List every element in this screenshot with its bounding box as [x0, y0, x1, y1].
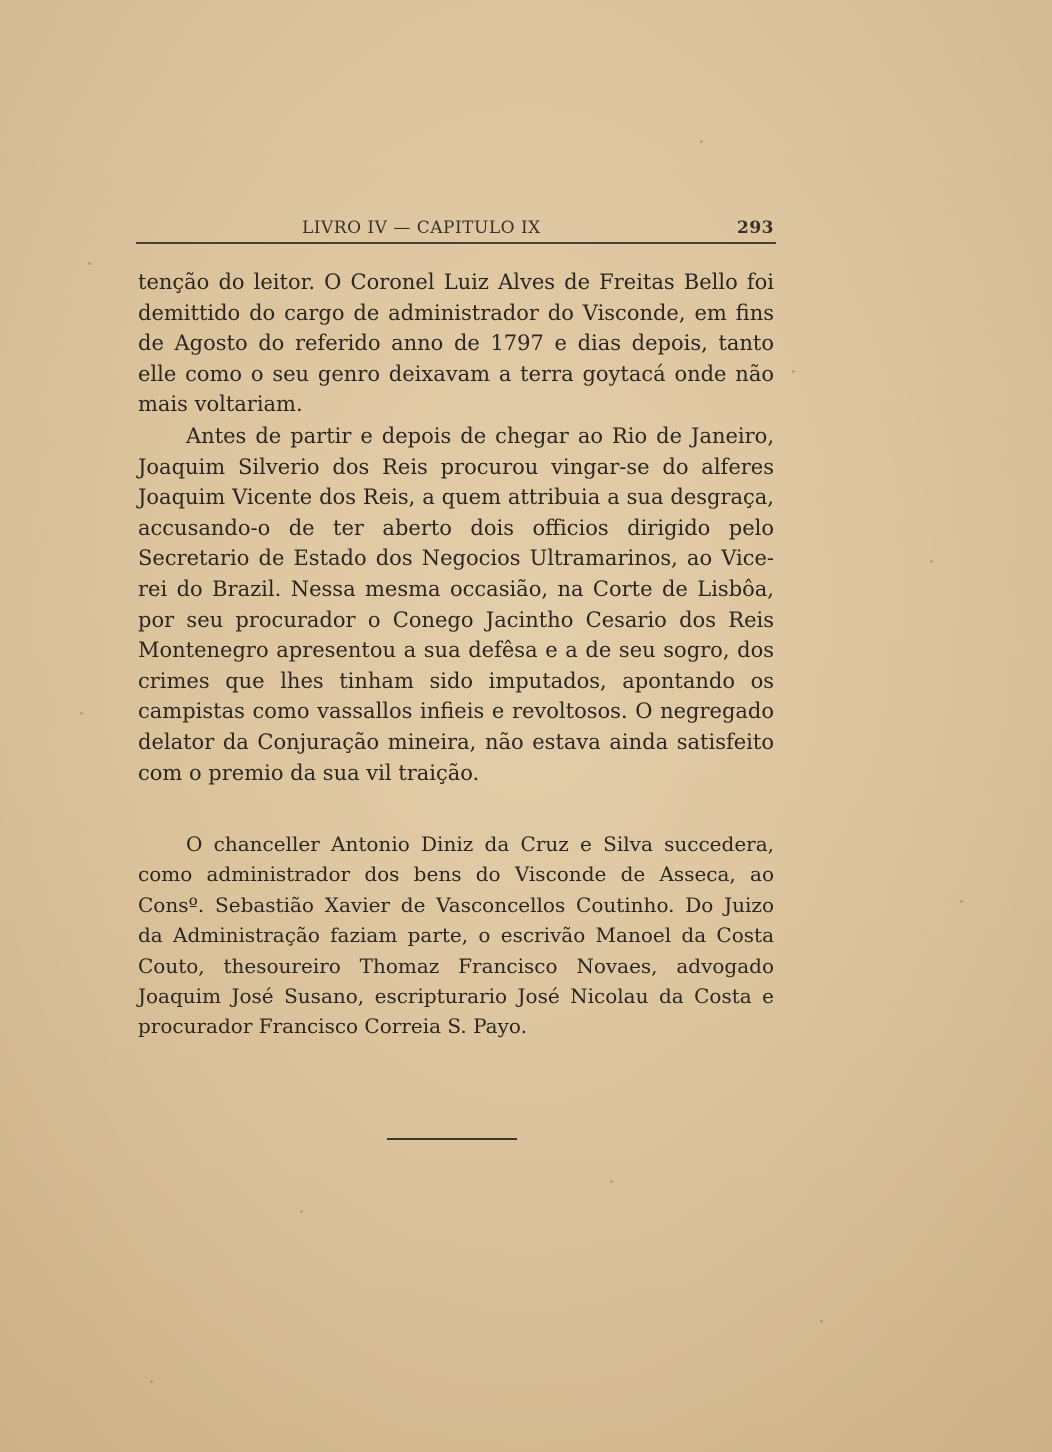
paragraph-2: Antes de partir e depois de chegar ao Rio de Janeiro, Joaquim Silverio dos Reis procurou vingar-se do alferes Joaquim Vicente dos Reis, a quem attribuia a sua desgraça, accusando-o de ter aberto dois officios dirigido pelo Secretario de Estado dos Negocios Ultramarinos, ao Vice-rei do Brazil. Nessa mesma occasião, na Corte de Lisbôa, por seu procurador o Conego Jacintho Cesario dos Reis Montenegro apresentou a sua defêsa e a de seu sogro, dos crimes que lhes tinham sido imputados, apontando os campistas como vassallos infieis e revoltosos. O negregado delator da Conjuração mineira, não estava ainda satisfeito com o premio da sua vil traição. [138, 424, 774, 785]
page-number: 293 [737, 218, 774, 238]
paragraph-1: tenção do leitor. O Coronel Luiz Alves de Freitas Bello foi demittido do cargo de administrador do Visconde, em fins de Agosto do referido anno de 1797 e dias depois, tanto elle como o seu genro deixavam a terra goytacá onde não mais voltariam. [138, 270, 774, 417]
running-head [136, 218, 776, 244]
header-rule [136, 242, 776, 244]
chapter-title: LIVRO IV — CAPITULO IX [302, 218, 541, 238]
end-rule [387, 1138, 517, 1140]
paragraph-3: O chanceller Antonio Diniz da Cruz e Silva succedera, como administrador dos bens do Visconde de Asseca, ao Consº. Sebastião Xavier de Vasconcellos Coutinho. Do Juizo da Administração faziam parte, o escrivão Manoel da Costa Couto, thesoureiro Thomaz Francisco Novaes, advogado Joaquim José Susano, escripturario José Nicolau da Costa e procurador Francisco Correia S. Payo. [138, 832, 774, 1039]
